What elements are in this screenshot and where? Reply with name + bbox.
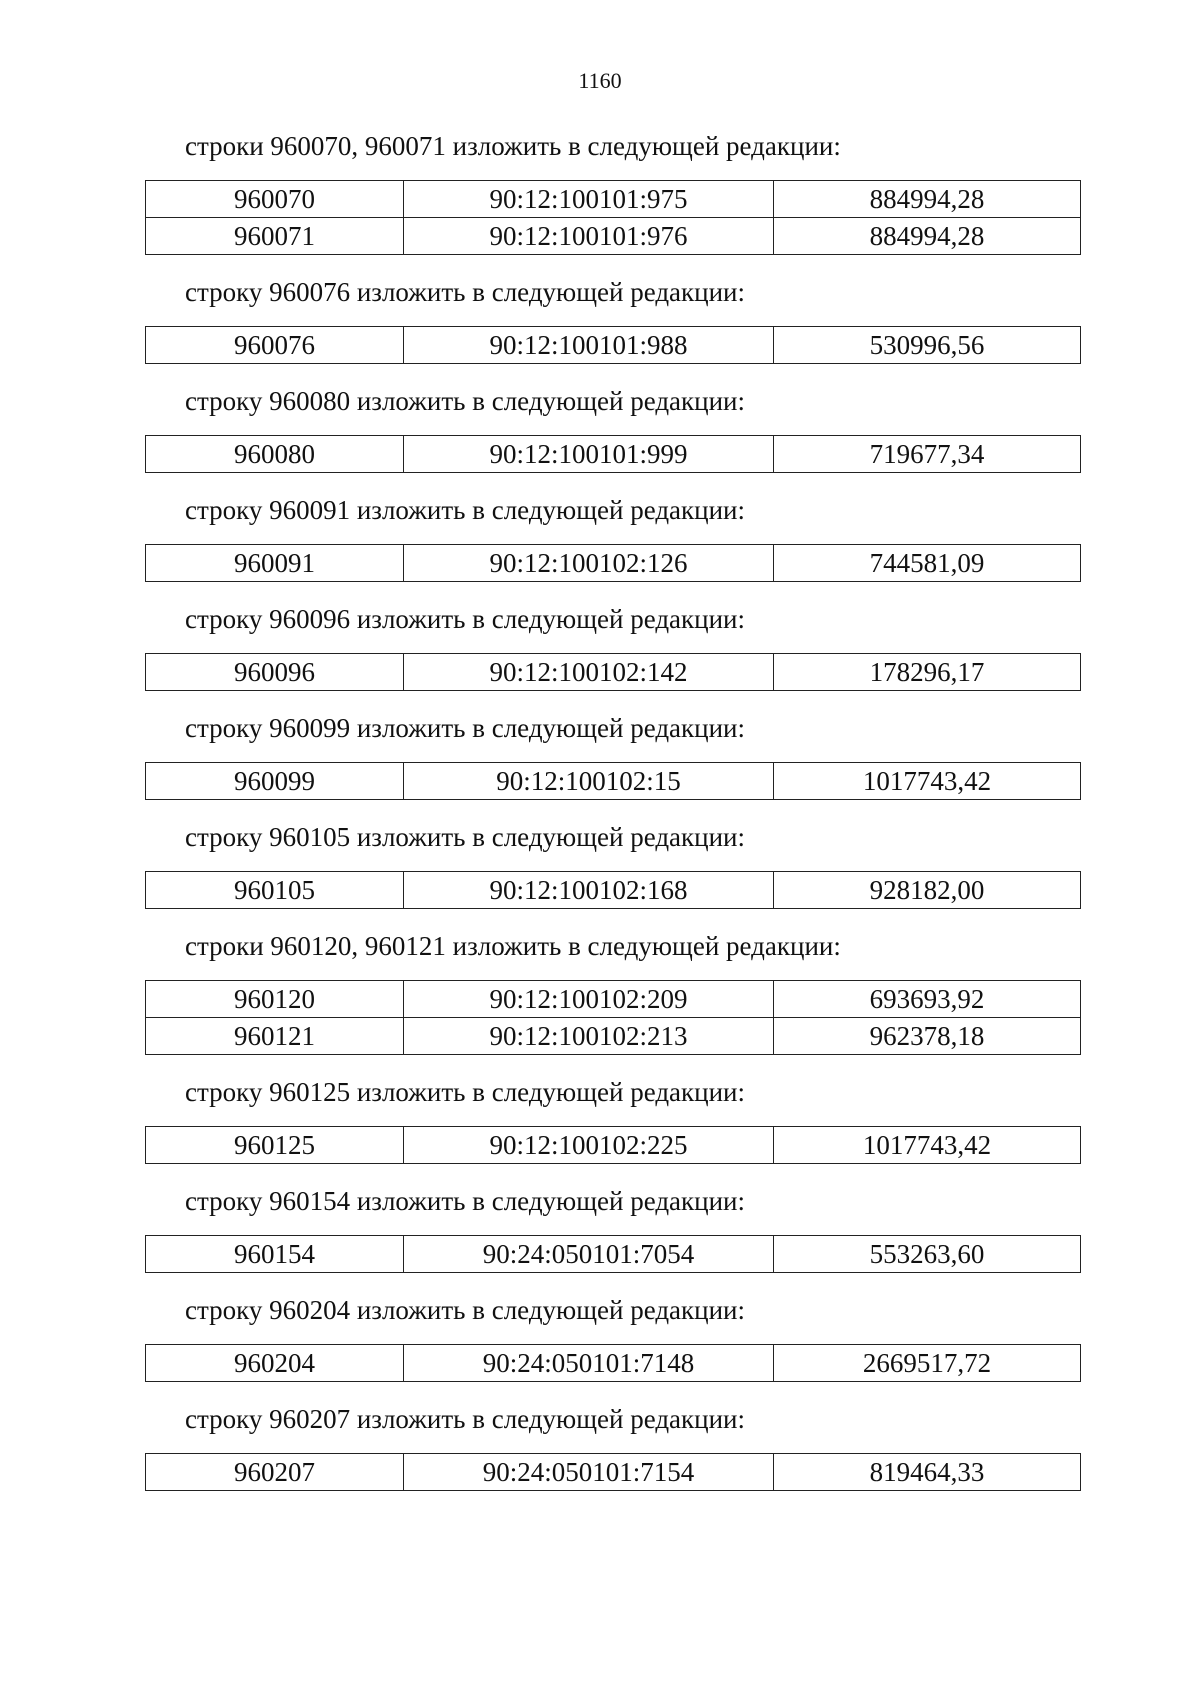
value-cell: 744581,09 xyxy=(774,545,1081,582)
row-number-cell: 960099 xyxy=(146,763,404,800)
table-row xyxy=(146,1127,1081,1164)
amendment-instruction: строку 960154 изложить в следующей редакции: xyxy=(185,1186,746,1216)
table-row xyxy=(146,327,1081,364)
cadastral-number-cell: 90:12:100102:213 xyxy=(404,1018,774,1055)
document-body xyxy=(145,130,1085,1512)
cadastral-number-cell: 90:12:100101:975 xyxy=(404,181,774,218)
amendment-section xyxy=(145,1185,1085,1273)
row-number-cell: 960120 xyxy=(146,981,404,1018)
amendment-table xyxy=(145,1235,1081,1273)
value-cell: 962378,18 xyxy=(774,1018,1081,1055)
value-cell: 1017743,42 xyxy=(774,1127,1081,1164)
table-row xyxy=(146,1345,1081,1382)
cadastral-number-cell: 90:24:050101:7054 xyxy=(404,1236,774,1273)
amendment-table xyxy=(145,435,1081,473)
cadastral-number-cell: 90:12:100102:142 xyxy=(404,654,774,691)
amendment-instruction: строку 960204 изложить в следующей редакции: xyxy=(185,1295,746,1325)
amendment-instruction: строки 960120, 960121 изложить в следующей редакции: xyxy=(185,931,841,961)
row-number-cell: 960076 xyxy=(146,327,404,364)
amendment-table xyxy=(145,762,1081,800)
value-cell: 819464,33 xyxy=(774,1454,1081,1491)
amendment-section xyxy=(145,494,1085,582)
table-row xyxy=(146,872,1081,909)
amendment-instruction: строку 960091 изложить в следующей редакции: xyxy=(185,495,746,525)
amendment-table xyxy=(145,1453,1081,1491)
cadastral-number-cell: 90:12:100102:15 xyxy=(404,763,774,800)
amendment-table xyxy=(145,1126,1081,1164)
row-number-cell: 960105 xyxy=(146,872,404,909)
amendment-section xyxy=(145,930,1085,1055)
row-number-cell: 960154 xyxy=(146,1236,404,1273)
table-row xyxy=(146,1454,1081,1491)
amendment-section xyxy=(145,1076,1085,1164)
value-cell: 553263,60 xyxy=(774,1236,1081,1273)
amendment-section xyxy=(145,712,1085,800)
amendment-instruction: строки 960070, 960071 изложить в следующей редакции: xyxy=(185,131,841,161)
value-cell: 719677,34 xyxy=(774,436,1081,473)
amendment-instruction: строку 960207 изложить в следующей редакции: xyxy=(185,1404,746,1434)
amendment-table xyxy=(145,326,1081,364)
amendment-instruction: строку 960105 изложить в следующей редакции: xyxy=(185,822,746,852)
amendment-instruction: строку 960125 изложить в следующей редакции: xyxy=(185,1077,746,1107)
value-cell: 530996,56 xyxy=(774,327,1081,364)
cadastral-number-cell: 90:24:050101:7154 xyxy=(404,1454,774,1491)
amendment-instruction: строку 960076 изложить в следующей редакции: xyxy=(185,277,746,307)
row-number-cell: 960204 xyxy=(146,1345,404,1382)
table-row xyxy=(146,218,1081,255)
amendment-section xyxy=(145,276,1085,364)
value-cell: 1017743,42 xyxy=(774,763,1081,800)
cadastral-number-cell: 90:12:100101:999 xyxy=(404,436,774,473)
row-number-cell: 960091 xyxy=(146,545,404,582)
table-row xyxy=(146,654,1081,691)
value-cell: 884994,28 xyxy=(774,218,1081,255)
cadastral-number-cell: 90:12:100102:126 xyxy=(404,545,774,582)
cadastral-number-cell: 90:12:100102:168 xyxy=(404,872,774,909)
row-number-cell: 960096 xyxy=(146,654,404,691)
value-cell: 884994,28 xyxy=(774,181,1081,218)
cadastral-number-cell: 90:12:100101:976 xyxy=(404,218,774,255)
table-row xyxy=(146,436,1081,473)
amendment-section xyxy=(145,1294,1085,1382)
amendment-table xyxy=(145,980,1081,1055)
amendment-section xyxy=(145,1403,1085,1491)
amendment-table xyxy=(145,1344,1081,1382)
table-row xyxy=(146,1018,1081,1055)
amendment-instruction: строку 960096 изложить в следующей редакции: xyxy=(185,604,746,634)
amendment-section xyxy=(145,603,1085,691)
cadastral-number-cell: 90:24:050101:7148 xyxy=(404,1345,774,1382)
value-cell: 928182,00 xyxy=(774,872,1081,909)
amendment-section xyxy=(145,821,1085,909)
amendment-table xyxy=(145,653,1081,691)
row-number-cell: 960121 xyxy=(146,1018,404,1055)
amendment-instruction: строку 960080 изложить в следующей редакции: xyxy=(185,386,746,416)
table-row xyxy=(146,763,1081,800)
cadastral-number-cell: 90:12:100102:225 xyxy=(404,1127,774,1164)
table-row xyxy=(146,981,1081,1018)
row-number-cell: 960080 xyxy=(146,436,404,473)
amendment-table xyxy=(145,871,1081,909)
cadastral-number-cell: 90:12:100101:988 xyxy=(404,327,774,364)
amendment-table xyxy=(145,180,1081,255)
value-cell: 178296,17 xyxy=(774,654,1081,691)
page-number: 1160 xyxy=(578,68,622,93)
row-number-cell: 960125 xyxy=(146,1127,404,1164)
row-number-cell: 960207 xyxy=(146,1454,404,1491)
value-cell: 693693,92 xyxy=(774,981,1081,1018)
row-number-cell: 960071 xyxy=(146,218,404,255)
amendment-section xyxy=(145,385,1085,473)
table-row xyxy=(146,1236,1081,1273)
amendment-table xyxy=(145,544,1081,582)
cadastral-number-cell: 90:12:100102:209 xyxy=(404,981,774,1018)
value-cell: 2669517,72 xyxy=(774,1345,1081,1382)
amendment-section xyxy=(145,130,1085,255)
row-number-cell: 960070 xyxy=(146,181,404,218)
amendment-instruction: строку 960099 изложить в следующей редакции: xyxy=(185,713,746,743)
table-row xyxy=(146,545,1081,582)
table-row xyxy=(146,181,1081,218)
